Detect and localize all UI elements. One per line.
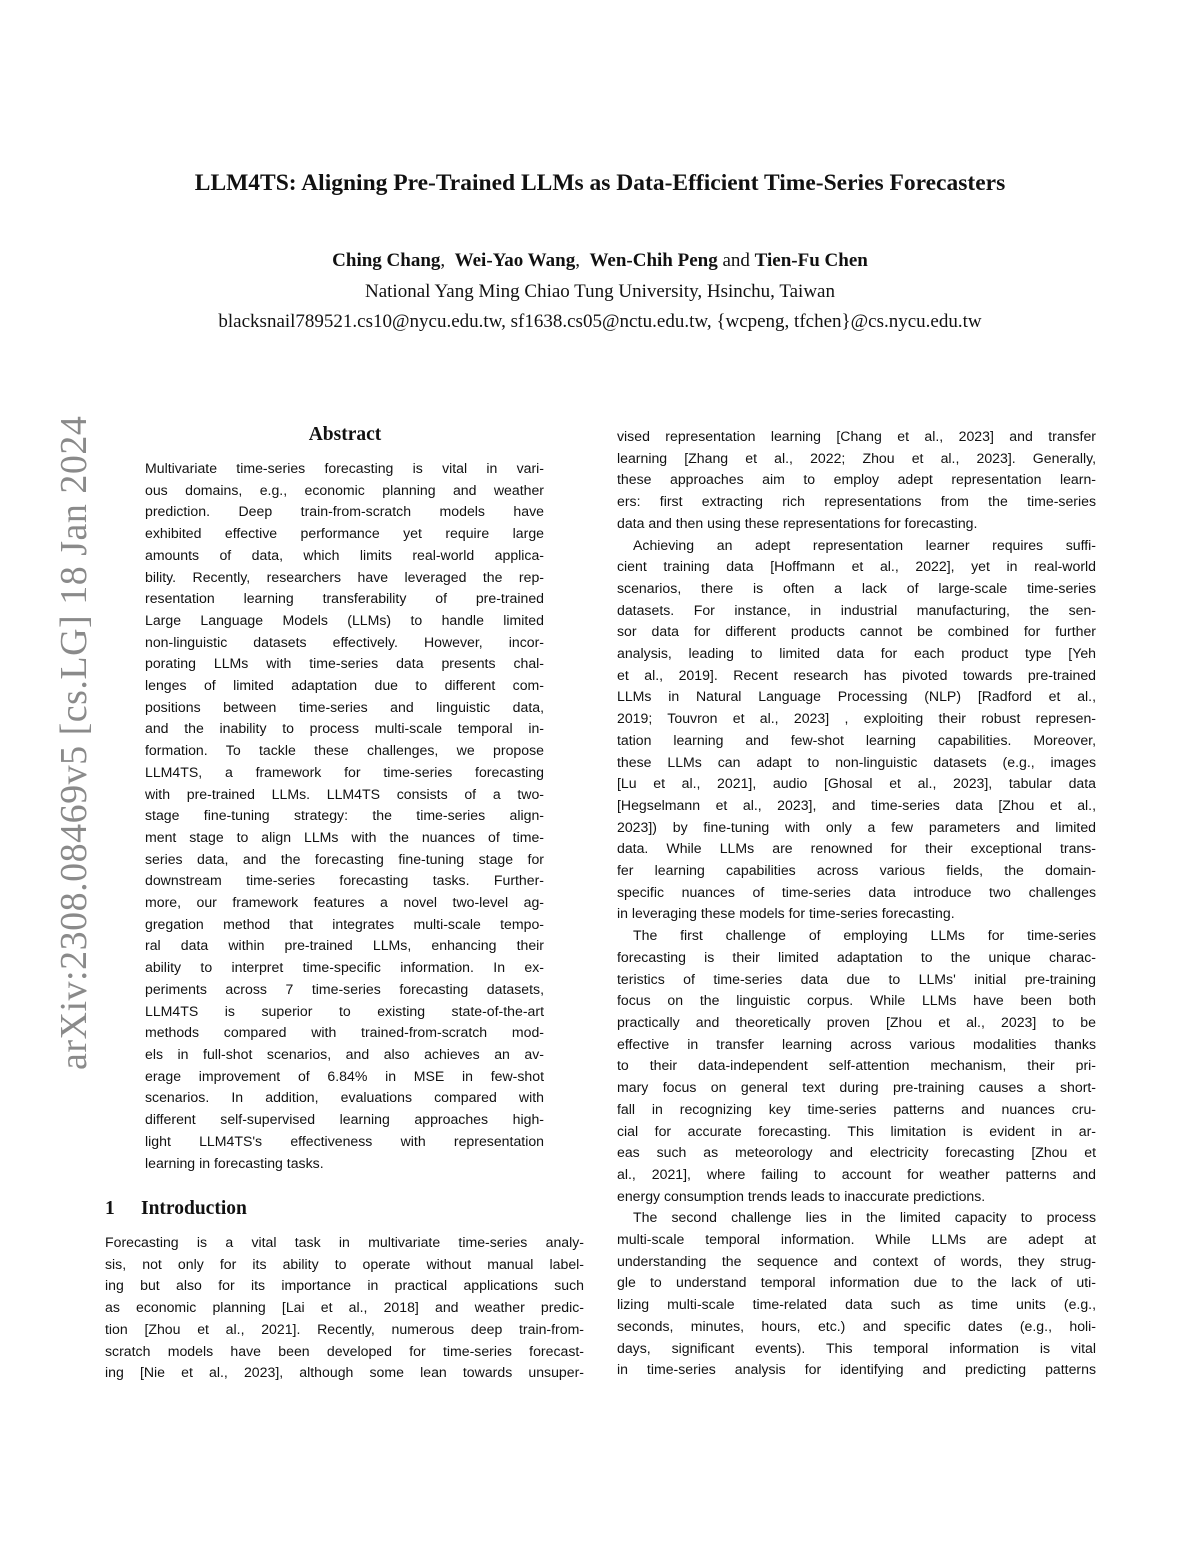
text-line: ral data within pre-trained LLMs, enhancing their xyxy=(145,937,544,954)
text-line: in leveraging these models for time-series forecasting. xyxy=(617,905,955,922)
text-line: gle to understand temporal information due to the lack of uti- xyxy=(617,1274,1096,1291)
text-line: fer learning capabilities across various fields, the domain- xyxy=(617,862,1096,879)
text-line: in time-series analysis for identifying and predicting patterns xyxy=(617,1361,1096,1378)
text-line: amounts of data, which limits real-world applica- xyxy=(145,546,544,563)
text-line: Multivariate time-series forecasting is vital in vari- xyxy=(145,460,544,476)
right-column-text xyxy=(617,426,1096,1381)
text-line: scenarios, there is often a lack of large-scale time-series xyxy=(617,579,1096,596)
text-line: data and then using these representations for forecasting. xyxy=(617,514,978,531)
text-line: vised representation learning [Chang et al., 2023] and transfer xyxy=(617,428,1096,444)
text-line: els in full-shot scenarios, and also achieves an av- xyxy=(145,1045,544,1062)
text-line: porating LLMs with time-series data presents chal- xyxy=(145,655,544,672)
section-number: 1 xyxy=(105,1198,115,1219)
text-line: effective in transfer learning across various modalities thanks xyxy=(617,1035,1096,1052)
arxiv-identifier-stamp: arXiv:2308.08469v5 [cs.LG] 18 Jan 2024 xyxy=(53,415,95,1070)
text-line: different self-supervised learning approaches high- xyxy=(145,1111,544,1128)
text-line: stage fine-tuning strategy: the time-series align- xyxy=(145,807,544,824)
paragraph xyxy=(617,925,1096,1207)
author-name: Wei-Yao Wang xyxy=(454,250,576,271)
text-line: learning in forecasting tasks. xyxy=(145,1154,324,1171)
text-line: cial for accurate forecasting. This limitation is evident in ar- xyxy=(617,1122,1096,1139)
text-line: 2019; Touvron et al., 2023] , exploiting their robust represen- xyxy=(617,710,1096,727)
text-line: sor data for different products cannot be combined for further xyxy=(617,623,1096,640)
text-line: LLMs in Natural Language Processing (NLP) [Radford et al., xyxy=(617,688,1096,705)
text-line: ing but also for its importance in practical applications such xyxy=(105,1277,584,1294)
text-line: and the inability to process multi-scale temporal in- xyxy=(145,720,544,737)
abstract-body xyxy=(145,458,544,1174)
text-line: datasets. For instance, in industrial manufacturing, the sen- xyxy=(617,601,1096,618)
text-line: ous domains, e.g., economic planning and weather xyxy=(145,481,544,498)
text-line: tation learning and few-shot learning capabilities. Moreover, xyxy=(617,731,1096,748)
section-title: Introduction xyxy=(141,1198,247,1219)
text-line: focus on the linguistic corpus. While LLMs have been both xyxy=(617,992,1096,1009)
text-line: mary focus on general text during pre-training causes a short- xyxy=(617,1079,1096,1096)
text-line: periments across 7 time-series forecasting datasets, xyxy=(145,980,544,997)
text-line: to their data-independent self-attention mechanism, their pri- xyxy=(617,1057,1096,1074)
text-line: Large Language Models (LLMs) to handle limited xyxy=(145,611,544,628)
text-line: specific nuances of time-series data introduce two challenges xyxy=(617,883,1096,900)
text-line: light LLM4TS's effectiveness with representation xyxy=(145,1132,544,1149)
text-line: seconds, minutes, hours, etc.) and specific dates (e.g., holi- xyxy=(617,1317,1096,1334)
author-emails: blacksnail789521.cs10@nycu.edu.tw, sf1638.cs05@nctu.edu.tw, {wcpeng, tfchen}@cs.nycu.edu.tw xyxy=(218,311,982,332)
text-line: gregation method that integrates multi-scale tempo- xyxy=(145,915,544,932)
text-line: practically and theoretically proven [Zhou et al., 2023] to be xyxy=(617,1013,1096,1030)
text-line: non-linguistic datasets effectively. However, incor- xyxy=(145,633,544,650)
text-line: tion [Zhou et al., 2021]. Recently, numerous deep train-from- xyxy=(105,1320,584,1337)
text-line: downstream time-series forecasting tasks. Further- xyxy=(145,872,544,889)
text-line: bility. Recently, researchers have leveraged the rep- xyxy=(145,568,544,585)
text-line: The first challenge of employing LLMs for time-series xyxy=(633,927,1096,944)
text-line: prediction. Deep train-from-scratch models have xyxy=(145,503,544,520)
text-line: these LLMs can adapt to non-linguistic datasets (e.g., images xyxy=(617,753,1096,770)
text-line: sis, not only for its ability to operate without manual label- xyxy=(105,1255,584,1272)
text-line: days, significant events). This temporal information is vital xyxy=(617,1339,1096,1356)
text-line: Achieving an adept representation learner requires suffi- xyxy=(633,536,1096,553)
author-name: Wen-Chih Peng xyxy=(589,250,718,271)
text-line: ability to interpret time-specific information. In ex- xyxy=(145,959,544,976)
text-line: [Hegselmann et al., 2023], and time-series data [Zhou et al., xyxy=(617,796,1096,813)
text-line: forecasting is their limited adaptation to the unique charac- xyxy=(617,948,1096,965)
text-line: multi-scale temporal information. While LLMs are adept at xyxy=(617,1231,1096,1248)
author-conjunction: and xyxy=(722,250,750,271)
author-name: Ching Chang xyxy=(332,250,441,271)
affiliation: National Yang Ming Chiao Tung University, Hsinchu, Taiwan xyxy=(365,281,835,302)
paragraph xyxy=(617,1207,1096,1381)
text-line: et al., 2019]. Recent research has pivoted towards pre-trained xyxy=(617,666,1096,683)
text-line: resentation learning transferability of pre-trained xyxy=(145,590,544,607)
paragraph xyxy=(617,426,1096,535)
text-line: 2023]) by fine-tuning with only a few parameters and limited xyxy=(617,818,1096,835)
text-line: series data, and the forecasting fine-tuning stage for xyxy=(145,850,544,867)
text-line: exhibited effective performance yet require large xyxy=(145,525,544,542)
text-line: [Lu et al., 2021], audio [Ghosal et al., 2023], tabular data xyxy=(617,775,1096,792)
text-line: analysis, leading to limited data for each product type [Yeh xyxy=(617,645,1096,662)
text-line: LLM4TS, a framework for time-series forecasting xyxy=(145,763,544,780)
text-line: scratch models have been developed for time-series forecast- xyxy=(105,1342,584,1359)
text-line: ers: first extracting rich representations from the time-series xyxy=(617,493,1096,510)
text-line: lenges of limited adaptation due to different com- xyxy=(145,677,544,694)
text-line: lizing multi-scale time-related data such as time units (e.g., xyxy=(617,1296,1096,1313)
text-line: Forecasting is a vital task in multivariate time-series analy- xyxy=(105,1234,584,1250)
text-line: understanding the sequence and context of words, they strug- xyxy=(617,1252,1096,1269)
text-line: cient training data [Hoffmann et al., 2022], yet in real-world xyxy=(617,558,1096,575)
author-name: Tien-Fu Chen xyxy=(754,250,868,271)
text-line: these approaches aim to employ adept representation learn- xyxy=(617,471,1096,488)
text-line: with pre-trained LLMs. LLM4TS consists of a two- xyxy=(145,785,544,802)
abstract-heading: Abstract xyxy=(308,424,382,445)
text-line: ment stage to align LLMs with the nuances of time- xyxy=(145,828,544,845)
text-line: energy consumption trends leads to inaccurate predictions. xyxy=(617,1187,986,1204)
text-line: more, our framework features a novel two-level ag- xyxy=(145,894,544,911)
section-heading-introduction xyxy=(105,1198,247,1220)
text-line: scenarios. In addition, evaluations compared with xyxy=(145,1089,544,1106)
paper-title: LLM4TS: Aligning Pre-Trained LLMs as Data-Efficient Time-Series Forecasters xyxy=(194,170,1006,196)
text-line: ing [Nie et al., 2023], although some lean towards unsuper- xyxy=(105,1364,584,1381)
text-line: fall in recognizing key time-series patterns and nuances cru- xyxy=(617,1100,1096,1117)
text-line: data. While LLMs are renowned for their exceptional trans- xyxy=(617,840,1096,857)
text-line: LLM4TS is superior to existing state-of-the-art xyxy=(145,1002,544,1019)
text-line: methods compared with trained-from-scratch mod- xyxy=(145,1024,544,1041)
text-line: learning [Zhang et al., 2022; Zhou et al., 2023]. Generally, xyxy=(617,449,1096,466)
text-line: eas such as meteorology and electricity forecasting [Zhou et xyxy=(617,1144,1096,1161)
text-line: al., 2021], where failing to account for weather patterns and xyxy=(617,1165,1096,1182)
paragraph xyxy=(617,535,1096,926)
text-line: formation. To tackle these challenges, we propose xyxy=(145,742,544,759)
text-line: The second challenge lies in the limited capacity to process xyxy=(633,1209,1096,1226)
introduction-column-1 xyxy=(105,1232,584,1384)
author-list: Ching Chang, Wei-Yao Wang, Wen-Chih Peng and Tien-Fu Chen xyxy=(332,250,868,271)
text-line: as economic planning [Lai et al., 2018] and weather predic- xyxy=(105,1299,584,1316)
text-line: teristics of time-series data due to LLMs' initial pre-training xyxy=(617,970,1096,987)
text-line: positions between time-series and linguistic data, xyxy=(145,698,544,715)
text-line: erage improvement of 6.84% in MSE in few-shot xyxy=(145,1067,544,1084)
